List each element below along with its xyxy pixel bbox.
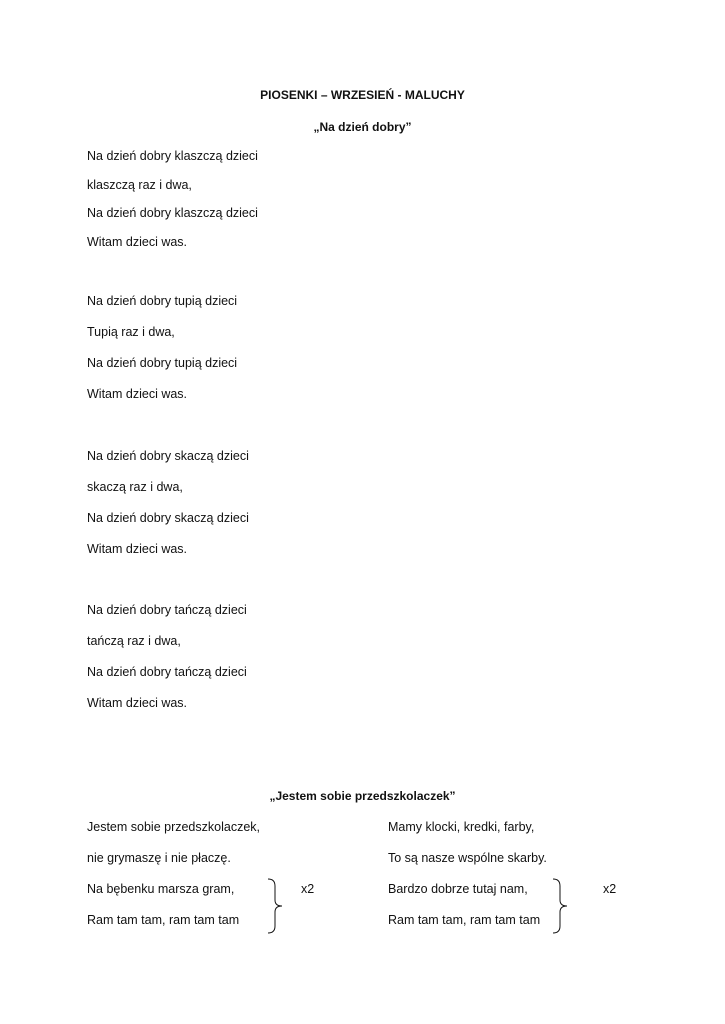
song2-right-line: Bardzo dobrze tutaj nam, [388,882,528,896]
song1-title: „Na dzień dobry” [313,120,412,134]
repeat-marker-right: x2 [603,882,617,896]
song1-line: Tupią raz i dwa, [87,325,175,339]
song1-line: Na dzień dobry klaszczą dzieci [87,206,258,220]
song1-line: Na dzień dobry tupią dzieci [87,356,238,370]
song1-line: Witam dzieci was. [87,235,188,249]
song1-line: Na dzień dobry tańczą dzieci [87,603,247,617]
song2-right-line: Mamy klocki, kredki, farby, [388,820,535,834]
song2-title: „Jestem sobie przedszkolaczek” [269,789,456,803]
song1-line: tańczą raz i dwa, [87,634,181,648]
song1-line: Na dzień dobry skaczą dzieci [87,511,249,525]
song1-line: klaszczą raz i dwa, [87,178,192,192]
song1-line: Na dzień dobry klaszczą dzieci [87,149,258,163]
song1-line: Witam dzieci was. [87,387,188,401]
song1-line: Na dzień dobry skaczą dzieci [87,449,249,463]
song1-line: Na dzień dobry tańczą dzieci [87,665,247,679]
right-brace-icon [551,878,569,934]
song1-line: Witam dzieci was. [87,542,188,556]
song2-right-line: To są nasze wspólne skarby. [388,851,547,865]
song1-line: Witam dzieci was. [87,696,188,710]
left-brace-icon [266,878,284,934]
song2-left-line: nie grymaszę i nie płaczę. [87,851,231,865]
song1-line: skaczą raz i dwa, [87,480,183,494]
song2-right-line: Ram tam tam, ram tam tam [388,913,541,927]
song2-left-line: Jestem sobie przedszkolaczek, [87,820,260,834]
song1-line: Na dzień dobry tupią dzieci [87,294,238,308]
song2-left-line: Na bębenku marsza gram, [87,882,235,896]
document-heading: PIOSENKI – WRZESIEŃ - MALUCHY [260,88,465,102]
repeat-marker-left: x2 [301,882,315,896]
song2-left-line: Ram tam tam, ram tam tam [87,913,240,927]
